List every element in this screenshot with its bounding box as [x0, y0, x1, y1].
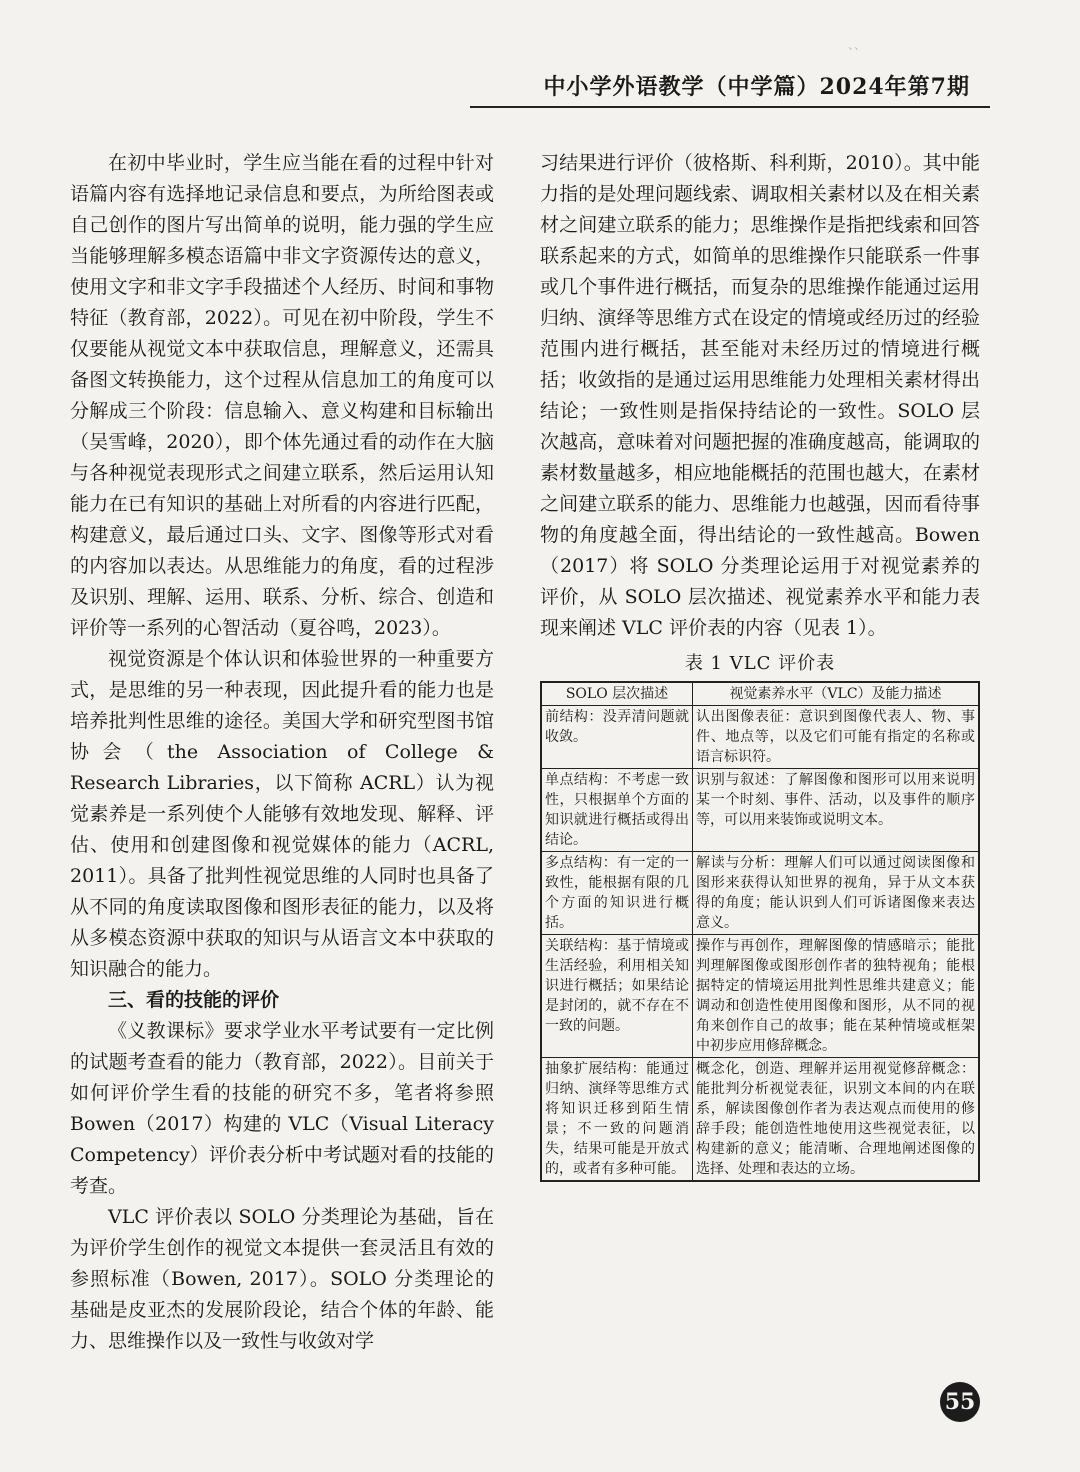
table-row	[541, 706, 979, 769]
table-header-vlc: 视觉素养水平（VLC）及能力描述	[693, 682, 980, 706]
left-paragraph-2: 视觉资源是个体认识和体验世界的一种重要方式，是思维的另一种表现，因此提升看的能力也是培养批判性思维的途径。美国大学和研究型图书馆协会（the Association of College & Research Libraries，以下简称 ACRL）认为视觉素养是一系列使个人能够有效地发现、解释、评估、使用和创建图像和视觉媒体的能力（ACRL, 2011）。具备了批判性视觉思维的人同时也具备了从不同的角度读取图像和图形表征的能力，以及将从多模态资源中获取的知识与从语言文本中获取的知识融合的能力。	[70, 648, 494, 980]
table-header-solo: SOLO 层次描述	[541, 682, 693, 706]
left-paragraph-3: 《义教课标》要求学业水平考试要有一定比例的试题考查看的能力（教育部，2022）。目前关于如何评价学生看的技能的研究不多，笔者将参照 Bowen（2017）构建的 VLC（Visual Literacy Competency）评价表分析中考试题对看的技能的考查。	[70, 1020, 494, 1197]
table-row	[541, 852, 979, 935]
table-cell-solo: 前结构：没弄清问题就收敛。	[541, 706, 693, 769]
page-number-badge: 55	[940, 1382, 980, 1422]
vlc-table	[540, 681, 980, 1182]
table-cell-vlc: 解读与分析：理解人们可以通过阅读图像和图形来获得认知世界的视角，异于从文本获得的角度；能认识到人们可诉诸图像来表达意义。	[693, 852, 980, 935]
right-paragraph-1: 习结果进行评价（彼格斯、科利斯，2010）。其中能力指的是处理问题线索、调取相关素材以及在相关素材之间建立联系的能力；思维操作是指把线索和回答联系起来的方式，如简单的思维操作只能联系一件事或几个事件进行概括，而复杂的思维操作能通过运用归纳、演绎等思维方式在设定的情境或经历过的经验范围内进行概括，甚至能对未经历过的情境进行概括；收敛指的是通过运用思维能力处理相关素材得出结论；一致性则是指保持结论的一致性。SOLO 层次越高，意味着对问题把握的准确度越高，能调取的素材数量越多，相应地能概括的范围也越大，在素材之间建立联系的能力、思维能力也越强，因而看待事物的角度越全面，得出结论的一致性越高。Bowen（2017）将 SOLO 分类理论运用于对视觉素养的评价，从 SOLO 层次描述、视觉素养水平和能力表现来阐述 VLC 评价表的内容（见表 1）。	[540, 152, 980, 639]
table-cell-vlc: 认出图像表征：意识到图像代表人、物、事件、地点等，以及它们可能有指定的名称或语言标识符。	[693, 706, 980, 769]
table-cell-vlc: 概念化，创造、理解并运用视觉修辞概念：能批判分析视觉表征，识别文本间的内在联系，解读图像创作者为表达观点而使用的修辞手段；能创造性地使用这些视觉表征，以构建新的意义；能清晰、合理地阐述图像的选择、处理和表达的立场。	[693, 1058, 980, 1182]
table-header-row	[541, 682, 979, 706]
left-column	[70, 148, 494, 1357]
table-row	[541, 1058, 979, 1182]
table-row	[541, 769, 979, 852]
table-row	[541, 935, 979, 1058]
header-rule	[470, 106, 990, 108]
table-cell-vlc: 操作与再创作，理解图像的情感暗示；能批判理解图像或图形创作者的独特视角；能根据特定的情境运用批判性思维共建意义；能调动和创造性使用图像和图形，从不同的视角来创作自己的故事；能在某种情境或框架中初步应用修辞概念。	[693, 935, 980, 1058]
table-cell-solo: 抽象扩展结构：能通过归纳、演绎等思维方式将知识迁移到陌生情景；不一致的问题消失，结果可能是开放式的，或者有多种可能。	[541, 1058, 693, 1182]
left-paragraph-4: VLC 评价表以 SOLO 分类理论为基础，旨在为评价学生创作的视觉文本提供一套灵活且有效的参照标准（Bowen, 2017）。SOLO 分类理论的基础是皮亚杰的发展阶段论，结合个体的年龄、能力、思维操作以及一致性与收敛对学	[70, 1206, 494, 1352]
table-cell-solo: 关联结构：基于情境或生活经验，利用相关知识进行概括；如果结论是封闭的，就不存在不一致的问题。	[541, 935, 693, 1058]
table-cell-solo: 单点结构：不考虑一致性，只根据单个方面的知识就进行概括或得出结论。	[541, 769, 693, 852]
table-cell-vlc: 识别与叙述：了解图像和图形可以用来说明某一个时刻、事件、活动，以及事件的顺序等，可以用来装饰或说明文本。	[693, 769, 980, 852]
table-cell-solo: 多点结构：有一定的一致性，能根据有限的几个方面的知识进行概括。	[541, 852, 693, 935]
journal-header: 中小学外语教学（中学篇）2024年第7期	[543, 74, 970, 100]
table-caption: 表 1 VLC 评价表	[684, 653, 836, 674]
section-heading: 三、看的技能的评价	[108, 989, 280, 1011]
scan-corner-mark: 、、	[848, 38, 867, 52]
right-column	[540, 148, 980, 1182]
left-paragraph-1: 在初中毕业时，学生应当能在看的过程中针对语篇内容有选择地记录信息和要点，为所给图表或自己创作的图片写出简单的说明，能力强的学生应当能够理解多模态语篇中非文字资源传达的意义，使用文字和非文字手段描述个人经历、时间和事物特征（教育部，2022）。可见在初中阶段，学生不仅要能从视觉文本中获取信息，理解意义，还需具备图文转换能力，这个过程从信息加工的角度可以分解成三个阶段：信息输入、意义构建和目标输出（吴雪峰，2020），即个体先通过看的动作在大脑与各种视觉表现形式之间建立联系，然后运用认知能力在已有知识的基础上对所看的内容进行匹配，构建意义，最后通过口头、文字、图像等形式对看的内容加以表达。从思维能力的角度，看的过程涉及识别、理解、运用、联系、分析、综合、创造和评价等一系列的心智活动（夏谷鸣，2023）。	[70, 152, 494, 639]
